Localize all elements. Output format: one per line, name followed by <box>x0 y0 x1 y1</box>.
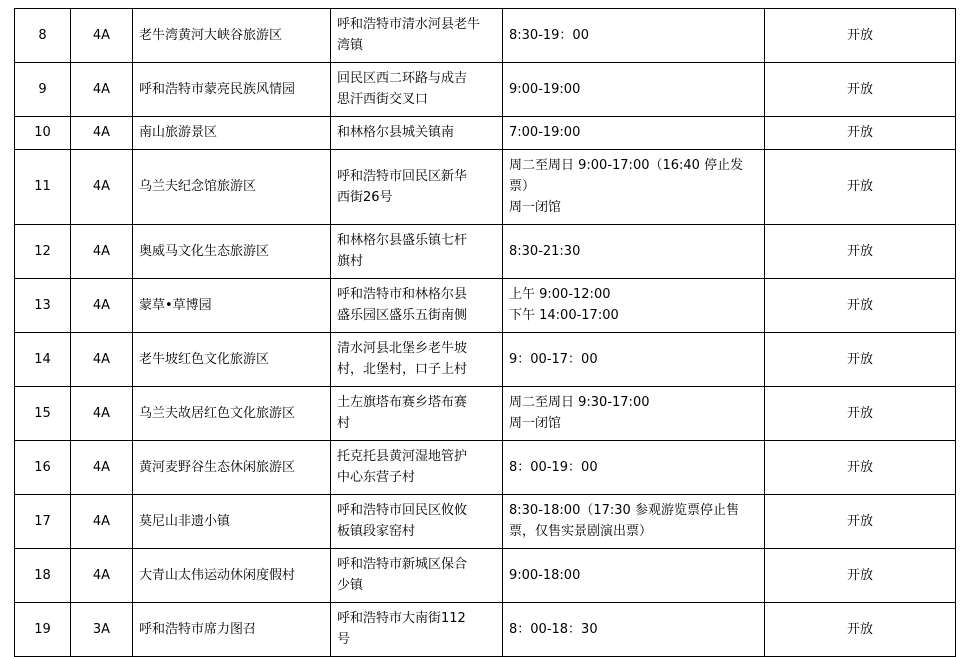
row-opening-hours-line: 8：00-18：30 <box>509 621 598 637</box>
row-level: 4A <box>71 549 133 603</box>
row-address-line: 和林格尔县城关镇南 <box>337 125 455 140</box>
row-attraction-name: 大青山太伟运动休闲度假村 <box>133 549 331 603</box>
row-attraction-name: 老牛坡红色文化旅游区 <box>133 333 331 387</box>
row-opening-hours <box>503 495 765 549</box>
row-index: 13 <box>15 279 71 333</box>
table-row <box>15 279 956 333</box>
row-opening-hours-line: 8：00-19：00 <box>509 459 598 475</box>
row-index: 18 <box>15 549 71 603</box>
row-address <box>331 441 503 495</box>
row-status: 开放 <box>765 495 956 549</box>
row-address-line: 呼和浩特市回民区新华 <box>337 168 468 184</box>
row-index: 16 <box>15 441 71 495</box>
row-level: 4A <box>71 225 133 279</box>
row-address <box>331 333 503 387</box>
table-row <box>15 495 956 549</box>
row-address-line: 呼和浩特市大南街112 <box>337 611 466 626</box>
row-address-line: 村 <box>337 416 351 431</box>
row-index: 19 <box>15 603 71 657</box>
row-address <box>331 387 503 441</box>
row-address-line: 湾镇 <box>337 38 364 53</box>
row-opening-hours-line: 9：00-17：00 <box>509 351 598 367</box>
row-opening-hours <box>503 150 765 225</box>
row-address <box>331 549 503 603</box>
row-opening-hours-line: 下午 14:00-17:00 <box>509 308 619 323</box>
row-address <box>331 9 503 63</box>
row-level: 4A <box>71 117 133 150</box>
row-address-line: 村，北堡村，口子上村 <box>337 362 468 377</box>
row-address-line: 盛乐园区盛乐五街南侧 <box>337 308 468 323</box>
row-attraction-name: 乌兰夫纪念馆旅游区 <box>133 150 331 225</box>
row-opening-hours <box>503 387 765 441</box>
row-status: 开放 <box>765 387 956 441</box>
row-address <box>331 150 503 225</box>
row-level: 4A <box>71 9 133 63</box>
row-status: 开放 <box>765 117 956 150</box>
table-row <box>15 63 956 117</box>
row-opening-hours <box>503 117 765 150</box>
row-attraction-name: 老牛湾黄河大峡谷旅游区 <box>133 9 331 63</box>
row-address <box>331 495 503 549</box>
row-level: 4A <box>71 150 133 225</box>
row-address <box>331 225 503 279</box>
row-opening-hours <box>503 63 765 117</box>
row-status: 开放 <box>765 63 956 117</box>
row-status: 开放 <box>765 603 956 657</box>
row-level: 3A <box>71 603 133 657</box>
row-address-line: 呼和浩特市和林格尔县 <box>337 287 468 302</box>
row-attraction-name: 莫尼山非遗小镇 <box>133 495 331 549</box>
row-attraction-name: 黄河麦野谷生态休闲旅游区 <box>133 441 331 495</box>
row-address-line: 土左旗塔布赛乡塔布赛 <box>337 395 468 410</box>
row-opening-hours <box>503 603 765 657</box>
row-level: 4A <box>71 495 133 549</box>
row-address-line: 和林格尔县盛乐镇七杆 <box>337 233 468 248</box>
row-opening-hours-line: 8:30-21:30 <box>509 243 581 259</box>
row-address-line: 旗村 <box>337 254 364 269</box>
table-row <box>15 9 956 63</box>
row-index: 17 <box>15 495 71 549</box>
row-index: 8 <box>15 9 71 63</box>
row-index: 15 <box>15 387 71 441</box>
row-opening-hours-line: 上午 9:00-12:00 <box>509 287 611 302</box>
row-address <box>331 603 503 657</box>
attractions-table <box>14 8 956 657</box>
table-row <box>15 549 956 603</box>
row-address-line: 呼和浩特市清水河县老牛 <box>337 17 481 32</box>
row-status: 开放 <box>765 441 956 495</box>
row-address <box>331 63 503 117</box>
row-index: 12 <box>15 225 71 279</box>
table-row <box>15 441 956 495</box>
row-level: 4A <box>71 387 133 441</box>
row-status: 开放 <box>765 279 956 333</box>
row-opening-hours-line: 8:30-19：00 <box>509 27 589 43</box>
row-level: 4A <box>71 279 133 333</box>
row-opening-hours-line: 8:30-18:00（17:30 参观游览票停止售 <box>509 503 739 518</box>
row-address-line: 思汗西街交叉口 <box>337 92 429 107</box>
row-opening-hours-line: 周二至周日 9:30-17:00 <box>509 395 650 410</box>
row-address-line: 西街26号 <box>337 189 393 205</box>
table-body <box>15 9 956 657</box>
row-index: 11 <box>15 150 71 225</box>
row-opening-hours-line: 9:00-18:00 <box>509 567 581 583</box>
row-opening-hours <box>503 279 765 333</box>
row-opening-hours <box>503 441 765 495</box>
row-opening-hours-line: 7:00-19:00 <box>509 125 581 140</box>
row-address-line: 呼和浩特市回民区攸攸 <box>337 503 468 518</box>
row-address-line: 呼和浩特市新城区保合 <box>337 557 468 572</box>
row-status: 开放 <box>765 150 956 225</box>
row-opening-hours-line: 周一闭馆 <box>509 200 562 215</box>
table-row <box>15 150 956 225</box>
table-row <box>15 603 956 657</box>
row-opening-hours <box>503 549 765 603</box>
table-row <box>15 387 956 441</box>
row-index: 9 <box>15 63 71 117</box>
row-level: 4A <box>71 63 133 117</box>
row-address-line: 清水河县北堡乡老牛坡 <box>337 341 468 356</box>
table-row <box>15 225 956 279</box>
row-opening-hours-line: 票，仅售实景剧演出票） <box>509 524 653 539</box>
row-status: 开放 <box>765 549 956 603</box>
row-attraction-name: 南山旅游景区 <box>133 117 331 150</box>
row-opening-hours-line: 票） <box>509 179 536 194</box>
row-opening-hours-line: 周一闭馆 <box>509 416 562 431</box>
row-opening-hours-line: 9:00-19:00 <box>509 81 581 97</box>
row-status: 开放 <box>765 9 956 63</box>
row-address-line: 回民区西二环路与成吉 <box>337 71 468 86</box>
row-opening-hours-line: 周二至周日 9:00-17:00（16:40 停止发 <box>509 158 744 173</box>
row-opening-hours <box>503 333 765 387</box>
row-level: 4A <box>71 441 133 495</box>
row-address-line: 中心东营子村 <box>337 470 416 485</box>
row-attraction-name: 蒙草•草博园 <box>133 279 331 333</box>
row-address <box>331 279 503 333</box>
table-row <box>15 333 956 387</box>
table-row <box>15 117 956 150</box>
row-index: 10 <box>15 117 71 150</box>
row-attraction-name: 奥威马文化生态旅游区 <box>133 225 331 279</box>
row-address-line: 少镇 <box>337 578 364 593</box>
row-attraction-name: 乌兰夫故居红色文化旅游区 <box>133 387 331 441</box>
row-attraction-name: 呼和浩特市蒙亮民族风情园 <box>133 63 331 117</box>
row-status: 开放 <box>765 225 956 279</box>
row-status: 开放 <box>765 333 956 387</box>
row-address-line: 号 <box>337 632 351 647</box>
row-level: 4A <box>71 333 133 387</box>
row-index: 14 <box>15 333 71 387</box>
row-opening-hours <box>503 9 765 63</box>
row-opening-hours <box>503 225 765 279</box>
row-attraction-name: 呼和浩特市席力图召 <box>133 603 331 657</box>
row-address-line: 托克托县黄河湿地管护 <box>337 449 468 464</box>
row-address-line: 板镇段家窑村 <box>337 524 416 539</box>
row-address <box>331 117 503 150</box>
